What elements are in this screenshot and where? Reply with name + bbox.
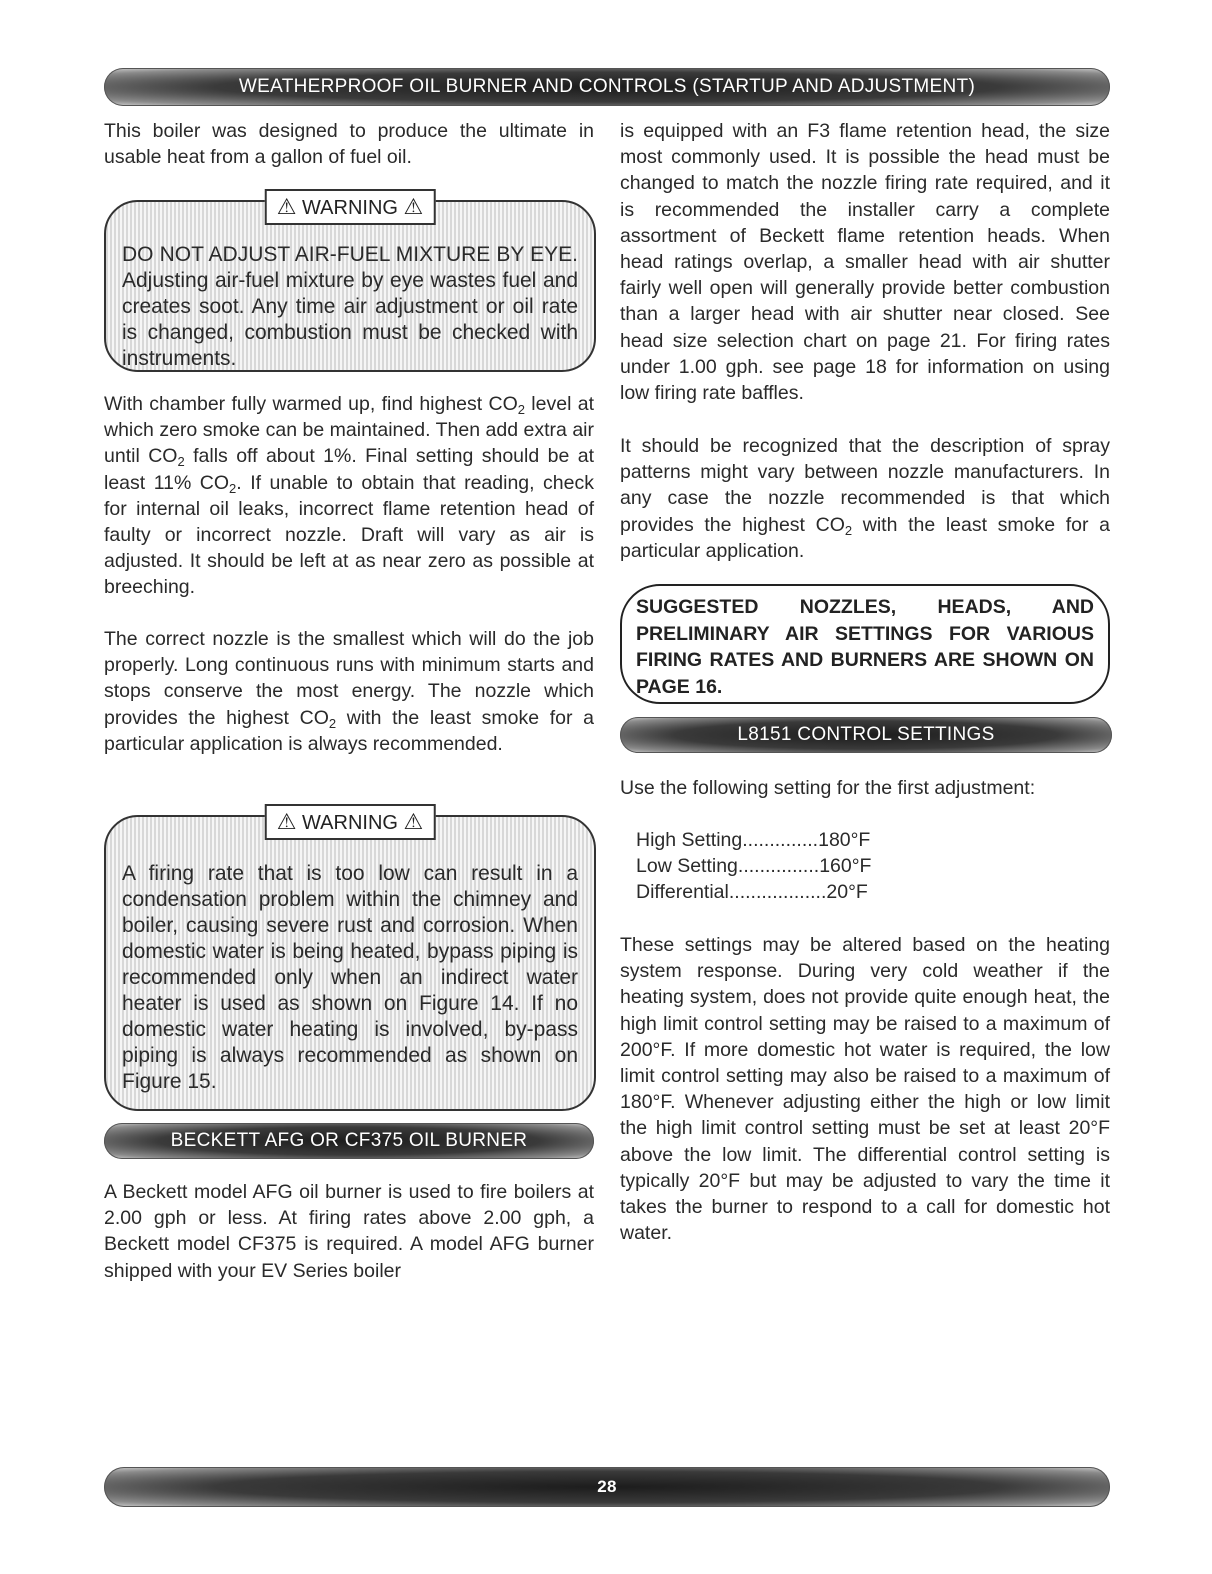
section-banner-weatherproof — [104, 68, 1110, 106]
suggested-text: SUGGESTED NOZZLES, HEADS, AND PRELIMINARY AIR SETTINGS FOR VARIOUS FIRING RATES AND BURNERS ARE SHOWN ON PAGE 16. — [636, 596, 1094, 698]
use-following-text: Use the following setting for the first adjustment: — [620, 777, 1036, 799]
setting-row-low — [636, 853, 871, 879]
setting-row-high — [636, 827, 871, 853]
co2-paragraph — [104, 391, 594, 601]
setting-value: 20°F — [826, 881, 868, 904]
warning-box-firing-rate — [104, 809, 596, 1111]
alter-text: These settings may be altered based on the heating system response. During very cold weather if the heating system, does not provide quite enough heat, the high limit control setting may be raised to a maximum of 200°F. If more domestic hot water is required, the low limit control setting may also be raised to a maximum of 180°F. Whenever adjusting either the high or low limit the high limit control setting must be set at least 20°F above the low limit. The differential control setting is typically 20°F but may be adjusted to vary the time it takes the burner to respond to a call for domestic hot water. — [620, 934, 1110, 1245]
control-settings-list — [636, 827, 871, 906]
setting-label: High Setting — [636, 829, 743, 851]
spray-paragraph — [620, 433, 1110, 564]
warning-label — [265, 189, 436, 225]
text-run: It should be recognized that the description of spray patterns might vary between nozzle manufacturers. In any case the nozzle recommended is that which provides the highest CO — [620, 435, 1110, 536]
nozzle-paragraph — [104, 626, 594, 757]
beckett-paragraph — [104, 1179, 594, 1284]
setting-label: Differential — [636, 881, 729, 904]
text-run: level at which zero smoke can be maintained. Then add extra air until CO — [104, 393, 594, 468]
text-run: The correct nozzle is the smallest which will do the job properly. Long continuous runs with minimum starts and stops conserve the most energy. The nozzle which provides the highest CO — [104, 628, 594, 729]
warning-triangle-icon: ⚠ — [276, 809, 297, 834]
setting-value: 180°F — [818, 829, 871, 851]
warning-text: DO NOT ADJUST AIR-FUEL MIXTURE BY EYE. Adjusting air-fuel mixture by eye wastes fuel and creates soot. Any time air adjustment or oil rate is changed, combustion must be checked with instruments. — [122, 243, 578, 370]
intro-paragraph: This boiler was designed to produce the ultimate in usable heat from a gallon of fuel oil. — [104, 120, 594, 169]
leader-dots: .................. — [728, 881, 827, 904]
text-run: with the least smoke for a particular application. — [620, 513, 1110, 562]
left-intro — [104, 118, 594, 170]
beckett-text: A Beckett model AFG oil burner is used to fire boilers at 2.00 gph or less. At firing rates above 2.00 gph, a Beckett model CF375 is required. A model AFG burner shipped with your EV Series boiler — [104, 1181, 594, 1282]
warning-box-airfuel — [104, 194, 596, 372]
section-banner-beckett — [104, 1123, 594, 1159]
section-banner-l8151 — [620, 717, 1112, 753]
page-footer — [104, 1467, 1110, 1507]
warning-text: A firing rate that is too low can result in a condensation problem within the chimney and boiler, causing severe rust and corrosion. When domestic water is being heated, bypass piping is recommended only when an indirect water heater is used as shown on Figure 14. If no domestic water heating is involved, by-pass piping is always recommended as shown on Figure 15. — [122, 862, 578, 1093]
warning-triangle-icon: ⚠ — [403, 809, 424, 834]
subscript: 2 — [328, 715, 337, 731]
subscript: 2 — [517, 402, 525, 417]
text-run: falls off about 1%. Final setting should be at least 11% CO — [104, 445, 594, 494]
subscript: 2 — [844, 522, 853, 538]
text-run: With chamber fully warmed up, find highest CO — [104, 393, 518, 415]
warning-triangle-icon: ⚠ — [403, 194, 424, 219]
leader-dots: ............... — [737, 855, 820, 878]
head-paragraph — [620, 118, 1110, 406]
text-run: with the least smoke for a particular application is always recommended. — [104, 706, 594, 755]
page-number: 28 — [597, 1477, 617, 1496]
banner-title: WEATHERPROOF OIL BURNER AND CONTROLS (STARTUP AND ADJUSTMENT) — [238, 76, 976, 97]
head-text: is equipped with an F3 flame retention head, the size most commonly used. It is possible the head must be changed to match the nozzle firing rate required, and it is recommended the installer carry a complete assortment of Beckett flame retention heads. When head ratings overlap, a smaller head with air shutter fairly well open will generally provide better combustion than a larger head with air shutter near closed. See head size selection chart on page 21. For firing rates under 1.00 gph. see page 18 for information on using low firing rate baffles. — [620, 120, 1110, 405]
leader-dots: .............. — [742, 829, 819, 851]
banner-title: L8151 CONTROL SETTINGS — [737, 724, 995, 745]
suggested-nozzles-note — [620, 584, 1110, 704]
subscript: 2 — [177, 454, 185, 470]
warning-title: WARNING — [302, 812, 398, 834]
setting-label: Low Setting — [636, 855, 738, 878]
warning-title: WARNING — [302, 197, 398, 219]
warning-label — [265, 804, 436, 840]
setting-value: 160°F — [819, 855, 872, 878]
use-following — [620, 775, 1110, 801]
alter-paragraph — [620, 932, 1110, 1246]
warning-triangle-icon: ⚠ — [276, 194, 297, 219]
setting-row-differential — [636, 879, 871, 905]
text-run: . If unable to obtain that reading, check for internal oil leaks, incorrect flame retention head of faulty or incorrect nozzle. Draft will vary as air is adjusted. It should be left at as near zero as possible at breeching. — [104, 471, 594, 599]
banner-title: BECKETT AFG OR CF375 OIL BURNER — [170, 1130, 528, 1151]
subscript: 2 — [229, 480, 237, 496]
